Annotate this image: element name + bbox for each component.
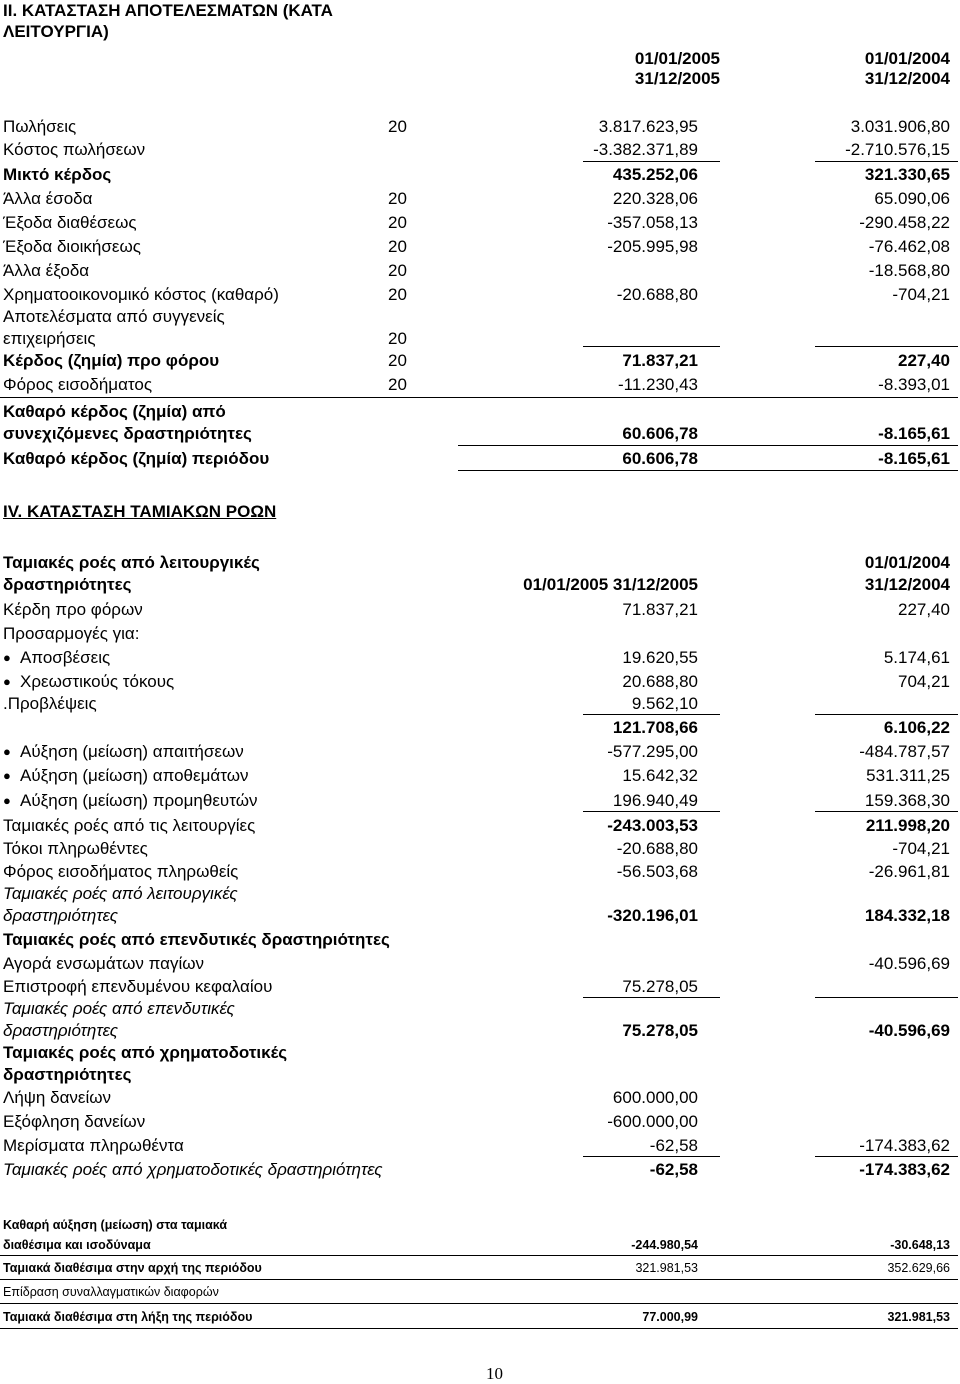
cashflow-col-2004-to: 31/12/2004	[864, 575, 950, 594]
cashflow-row-2005: 9.562,10	[631, 694, 698, 713]
summary-row-label: Καθαρή αύξηση (μείωση) στα ταμιακά	[3, 1218, 228, 1232]
summary-rule	[0, 1303, 958, 1304]
cashflow-row-label: δραστηριότητες	[3, 1065, 132, 1084]
cashflow-row-2005: 75.278,05	[622, 977, 698, 996]
total-rule	[458, 470, 958, 471]
summary-rule	[0, 1255, 958, 1256]
cashflow-row-2005: 75.278,05	[622, 1021, 698, 1040]
cashflow-row-label: Αύξηση (μείωση) αποθεμάτων	[20, 766, 249, 785]
cashflow-row-label: Κέρδη προ φόρων	[3, 600, 143, 619]
income-row-note: 20	[388, 329, 407, 348]
income-row-2004: 321.330,65	[864, 165, 950, 184]
income-row-label: Έξοδα διαθέσεως	[3, 213, 137, 232]
income-row-note: 20	[388, 117, 407, 136]
cashflow-row-label: δραστηριότητες	[3, 1021, 118, 1040]
cashflow-row-2005: -20.688,80	[616, 839, 698, 858]
cashflow-row-2005: -600.000,00	[607, 1112, 698, 1131]
cashflow-row-2004: -174.383,62	[859, 1160, 950, 1179]
cashflow-row-label: δραστηριότητες	[3, 906, 118, 925]
income-row-2004: -2.710.576,15	[845, 140, 950, 159]
summary-row-label: διαθέσιμα και ισοδύναμα	[3, 1238, 151, 1252]
income-heading-line2: ΛΕΙΤΟΥΡΓΙΑ)	[3, 22, 109, 41]
cashflow-col-2004-from: 01/01/2004	[864, 553, 950, 572]
cashflow-col-2005: 01/01/2005 31/12/2005	[523, 575, 698, 594]
income-row-label: Χρηματοοικονομικό κόστος (καθαρό)	[3, 285, 279, 304]
cashflow-row-label: Φόρος εισοδήματος πληρωθείς	[3, 862, 239, 881]
income-row-label: Άλλα έξοδα	[3, 261, 90, 280]
income-row-2004: -8.165,61	[878, 449, 950, 468]
income-row-2005: -20.688,80	[616, 285, 698, 304]
bullet-icon: ●	[3, 768, 11, 783]
income-row-label: επιχειρήσεις	[3, 329, 96, 348]
income-row-label: Κόστος πωλήσεων	[3, 140, 146, 159]
income-row-2005: -3.382.371,89	[593, 140, 698, 159]
subtotal-rule	[815, 997, 958, 998]
cashflow-row-2004: 5.174,61	[883, 648, 950, 667]
income-row-note: 20	[388, 285, 407, 304]
summary-row-2004: -30.648,13	[890, 1238, 950, 1252]
cashflow-row-label: Αποσβέσεις	[20, 648, 111, 667]
bullet-icon: ●	[3, 744, 11, 759]
cashflow-row-2004: -40.596,69	[868, 954, 950, 973]
subtotal-rule	[583, 714, 720, 715]
cashflow-row-2005: 600.000,00	[612, 1088, 698, 1107]
summary-row-2004: 352.629,66	[887, 1261, 950, 1275]
cashflow-row-label: Τόκοι πληρωθέντες	[3, 839, 148, 858]
income-row-note: 20	[388, 213, 407, 232]
cashflow-row-2004: 227,40	[898, 600, 950, 619]
cashflow-row-label: Ταμιακές ροές από χρηματοδοτικές	[3, 1043, 288, 1062]
cashflow-row-2004: -174.383,62	[859, 1136, 950, 1155]
summary-row-2005: -244.980,54	[631, 1238, 698, 1252]
income-col-2004-from: 01/01/2004	[864, 49, 950, 68]
cashflow-row-label: Προσαρμογές για:	[3, 624, 140, 643]
summary-row-2005: 77.000,99	[642, 1310, 698, 1324]
income-row-label: Καθαρό κέρδος (ζημία) περιόδου	[3, 449, 270, 468]
cashflow-row-2004: -40.596,69	[868, 1021, 950, 1040]
cashflow-row-label: Εξόφληση δανείων	[3, 1112, 146, 1131]
cashflow-row-2005: -577.295,00	[607, 742, 698, 761]
cashflow-row-2005: 196.940,49	[612, 791, 698, 810]
income-row-note: 20	[388, 375, 407, 394]
subtotal-rule	[583, 1156, 720, 1157]
cashflow-row-2004: 159.368,30	[864, 791, 950, 810]
income-row-label: Κέρδος (ζημία) προ φόρου	[3, 351, 220, 370]
income-row-2004: 227,40	[898, 351, 950, 370]
income-row-2005: 435.252,06	[612, 165, 698, 184]
cashflow-row-2005: -320.196,01	[607, 906, 698, 925]
income-row-label: Άλλα έσοδα	[3, 189, 93, 208]
income-heading-line1: ΙΙ. ΚΑΤΑΣΤΑΣΗ ΑΠΟΤΕΛΕΣΜΑΤΩΝ (ΚΑΤΑ	[3, 1, 333, 20]
income-row-2004: -18.568,80	[868, 261, 950, 280]
cashflow-row-2005: -243.003,53	[607, 816, 698, 835]
subtotal-rule	[583, 346, 720, 347]
income-row-label: Πωλήσεις	[3, 117, 77, 136]
subtotal-rule	[815, 811, 958, 812]
cashflow-row-2005: -62,58	[649, 1160, 698, 1179]
cashflow-heading: IV. ΚΑΤΑΣΤΑΣΗ ΤΑΜΙΑΚΩΝ ΡΟΩΝ	[3, 502, 277, 521]
bullet-icon: ●	[3, 650, 11, 665]
total-rule	[458, 445, 958, 446]
summary-rule	[0, 1279, 958, 1280]
cashflow-row-2005: 15.642,32	[622, 766, 698, 785]
income-row-note: 20	[388, 261, 407, 280]
income-row-label: Αποτελέσματα από συγγενείς	[3, 307, 225, 326]
summary-row-2005: 321.981,53	[635, 1261, 698, 1275]
income-col-2005-to: 31/12/2005	[634, 69, 720, 88]
cashflow-row-2005: 71.837,21	[622, 600, 698, 619]
income-row-2004: 65.090,06	[874, 189, 950, 208]
cashflow-row-2004: -484.787,57	[859, 742, 950, 761]
cashflow-row-2004: 184.332,18	[864, 906, 950, 925]
income-row-2005: 71.837,21	[622, 351, 698, 370]
subtotal-rule	[815, 346, 958, 347]
income-row-2004: -8.165,61	[878, 424, 950, 443]
income-row-2005: 60.606,78	[622, 449, 698, 468]
subtotal-rule	[583, 997, 720, 998]
cashflow-row-2005: -56.503,68	[616, 862, 698, 881]
cashflow-row-2004: 704,21	[898, 672, 950, 691]
income-row-label: συνεχιζόμενες δραστηριότητες	[3, 424, 252, 443]
subtotal-rule	[815, 161, 958, 162]
cashflow-row-2004: 211.998,20	[865, 816, 950, 835]
cashflow-row-2005: -62,58	[649, 1136, 698, 1155]
cashflow-row-2005: 121.708,66	[612, 718, 698, 737]
income-row-2004: -8.393,01	[878, 375, 950, 394]
cashflow-row-label: Αύξηση (μείωση) απαιτήσεων	[20, 742, 244, 761]
income-row-2004: -704,21	[892, 285, 950, 304]
bullet-icon: ●	[3, 793, 11, 808]
cashflow-row-label: Ταμιακές ροές από επενδυτικές	[3, 999, 235, 1018]
cashflow-row-2004: 531.311,25	[866, 766, 950, 785]
cashflow-row-label: .Προβλέψεις	[3, 694, 97, 713]
subtotal-rule	[583, 811, 720, 812]
income-row-label: Μικτό κέρδος	[3, 165, 112, 184]
income-row-note: 20	[388, 189, 407, 208]
income-row-note: 20	[388, 237, 407, 256]
cashflow-row-label: Ταμιακές ροές από χρηματοδοτικές δραστηριότητες	[3, 1160, 383, 1179]
page-number: 10	[486, 1364, 503, 1383]
income-row-2005: -357.058,13	[607, 213, 698, 232]
subtotal-rule	[583, 161, 720, 162]
cashflow-row-2004: -704,21	[892, 839, 950, 858]
income-row-2004: -76.462,08	[868, 237, 950, 256]
cashflow-row-label: Επιστροφή επενδυμένου κεφαλαίου	[3, 977, 273, 996]
subtotal-rule	[815, 1156, 958, 1157]
income-row-label: Έξοδα διοικήσεως	[3, 237, 141, 256]
cashflow-row-2004: 6.106,22	[883, 718, 950, 737]
cashflow-row-label: Ταμιακές ροές από τις λειτουργίες	[3, 816, 256, 835]
income-row-2005: 3.817.623,95	[598, 117, 698, 136]
summary-row-2004: 321.981,53	[887, 1310, 950, 1324]
cashflow-row-label: Αγορά ενσωμάτων παγίων	[3, 954, 205, 973]
income-row-note: 20	[388, 351, 407, 370]
cashflow-row-label: Χρεωστικούς τόκους	[20, 672, 175, 691]
summary-rule	[0, 1328, 958, 1329]
income-row-2004: -290.458,22	[859, 213, 950, 232]
cashflow-row-label: Μερίσματα πληρωθέντα	[3, 1136, 184, 1155]
subtotal-rule	[815, 714, 958, 715]
summary-row-label: Ταμιακά διαθέσιμα στην αρχή της περιόδου	[3, 1261, 262, 1275]
income-row-2005: 220.328,06	[612, 189, 698, 208]
bullet-icon: ●	[3, 674, 11, 689]
cashflow-row-2005: 19.620,55	[622, 648, 698, 667]
cashflow-row-2005: 20.688,80	[622, 672, 698, 691]
income-row-2005: -205.995,98	[607, 237, 698, 256]
cashflow-row-label: Ταμιακές ροές από λειτουργικές	[3, 884, 238, 903]
section-rule	[0, 397, 958, 398]
income-row-2004: 3.031.906,80	[850, 117, 950, 136]
summary-row-label: Ταμιακά διαθέσιμα στη λήξη της περιόδου	[3, 1310, 253, 1324]
income-row-2005: -11.230,43	[617, 375, 698, 394]
income-row-label: Καθαρό κέρδος (ζημία) από	[3, 402, 226, 421]
cashflow-op-title: Ταμιακές ροές από λειτουργικές	[3, 553, 260, 572]
cashflow-op-title: δραστηριότητες	[3, 575, 132, 594]
summary-row-label: Επίδραση συναλλαγματικών διαφορών	[3, 1285, 219, 1299]
income-row-2005: 60.606,78	[622, 424, 698, 443]
cashflow-row-label: Αύξηση (μείωση) προμηθευτών	[20, 791, 258, 810]
cashflow-row-label: Λήψη δανείων	[3, 1088, 112, 1107]
cashflow-row-2004: -26.961,81	[868, 862, 950, 881]
cashflow-row-label: Ταμιακές ροές από επενδυτικές δραστηριότητες	[3, 930, 390, 949]
income-col-2004-to: 31/12/2004	[864, 69, 950, 88]
income-col-2005-from: 01/01/2005	[634, 49, 720, 68]
income-row-label: Φόρος εισοδήματος	[3, 375, 153, 394]
